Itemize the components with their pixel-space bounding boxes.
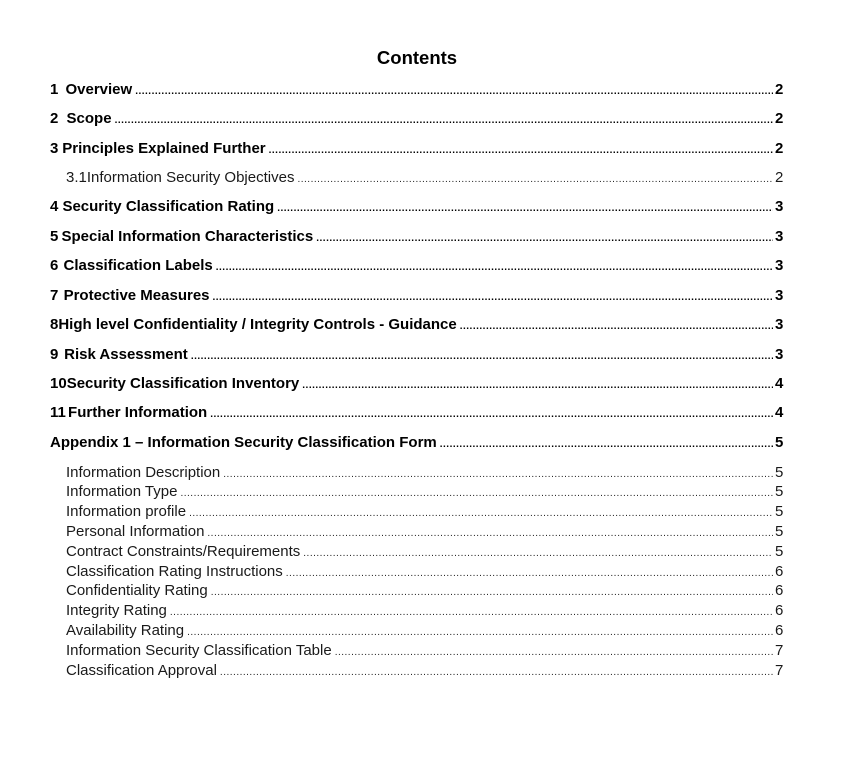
toc-entry-label: Confidentiality Rating	[66, 582, 208, 599]
toc-entry-number: 3.1	[66, 169, 87, 186]
toc-leader-dots	[135, 80, 773, 102]
toc-entry-page: 5	[775, 434, 784, 451]
toc-entry-label: Personal Information	[66, 523, 205, 540]
toc-entry-label: High level Confidentiality / Integrity Controls - Guidance	[58, 316, 457, 333]
toc-entry-number: 9	[50, 346, 59, 363]
toc-entry[interactable]	[50, 139, 783, 161]
toc-leader-dots	[187, 621, 773, 643]
toc-entry-number: 11	[50, 404, 66, 421]
toc-subentry[interactable]	[50, 522, 783, 544]
toc-entry-page: 2	[775, 140, 784, 157]
toc-entry-page: 2	[775, 110, 784, 127]
toc-title: Contents	[376, 47, 458, 68]
toc-entry-page: 7	[775, 662, 784, 679]
toc-entry-label: Information profile	[66, 503, 187, 520]
toc-leader-dots	[207, 522, 773, 544]
toc-entry-label: Information Description	[66, 464, 221, 481]
toc-leader-dots	[277, 197, 773, 219]
toc-entry-label: Information Security Classification Table	[66, 642, 332, 659]
toc-entry-label: Information Security Objectives	[86, 169, 295, 186]
toc-leader-dots	[220, 661, 773, 683]
toc-entry-number: 6	[50, 257, 59, 274]
toc-entry-appendix[interactable]	[50, 433, 783, 455]
toc-entry-page: 3	[775, 346, 784, 363]
toc-subentry[interactable]	[50, 542, 783, 564]
toc-entry-number: 10	[50, 375, 67, 392]
toc-entry-label: Scope	[66, 110, 112, 127]
toc-entry-label: Contract Constraints/Requirements	[66, 543, 301, 560]
toc-entry[interactable]	[50, 80, 783, 102]
toc-entry-number: 8	[50, 316, 59, 333]
toc-leader-dots	[460, 315, 773, 337]
toc-entry-label: Further Information	[68, 404, 208, 421]
toc-entry[interactable]	[50, 227, 783, 249]
toc-entry-label: Overview	[65, 81, 133, 98]
toc-subentry[interactable]	[50, 661, 783, 683]
toc-entry-page: 5	[775, 503, 784, 520]
toc-leader-dots	[180, 482, 773, 504]
toc-entry[interactable]	[50, 109, 783, 131]
toc-leader-dots	[170, 601, 773, 623]
toc-leader-dots	[303, 542, 773, 564]
toc-entry-page: 4	[775, 375, 784, 392]
toc-entry[interactable]	[50, 315, 783, 337]
toc-entry-page: 4	[775, 404, 784, 421]
toc-entry-page: 2	[775, 81, 784, 98]
toc-leader-dots	[302, 374, 773, 396]
toc-entry-page: 7	[775, 642, 784, 659]
toc-subentry[interactable]	[50, 641, 783, 663]
toc-leader-dots	[211, 581, 773, 603]
toc-entry-number: 4	[50, 198, 59, 215]
toc-entry-label: Integrity Rating	[66, 602, 167, 619]
toc-entry-label: Classification Rating Instructions	[66, 563, 283, 580]
toc-entry[interactable]	[50, 345, 783, 367]
toc-entry-page: 3	[775, 198, 784, 215]
toc-entry-page: 5	[775, 483, 784, 500]
toc-leader-dots	[269, 139, 773, 161]
toc-subentry[interactable]	[50, 502, 783, 524]
toc-entry[interactable]	[50, 256, 783, 278]
toc-entry-label: Security Classification Inventory	[66, 375, 300, 392]
toc-entry[interactable]	[50, 197, 783, 219]
toc-leader-dots	[216, 256, 773, 278]
toc-entry-page: 5	[775, 464, 784, 481]
toc-entry-label: Principles Explained Further	[62, 140, 266, 157]
toc-leader-dots	[210, 403, 773, 425]
toc-entry-page: 3	[775, 228, 784, 245]
toc-entry-label: Appendix 1 – Information Security Classification Form	[50, 434, 437, 451]
toc-entry-number: 7	[50, 287, 59, 304]
toc-entry-page: 5	[775, 543, 784, 560]
toc-entry-page: 2	[775, 169, 784, 186]
toc-entry-label: Protective Measures	[63, 287, 210, 304]
toc-leader-dots	[335, 641, 773, 663]
toc-leader-dots	[316, 227, 773, 249]
toc-subentry[interactable]	[50, 581, 783, 603]
toc-leader-dots	[297, 168, 773, 190]
toc-entry-page: 6	[775, 563, 784, 580]
toc-entry-number: 2	[50, 110, 59, 127]
toc-leader-dots	[115, 109, 773, 131]
toc-subentry[interactable]	[50, 482, 783, 504]
toc-entry-label: Classification Labels	[63, 257, 213, 274]
toc-entry-label: Security Classification Rating	[62, 198, 275, 215]
toc-entry[interactable]	[50, 374, 783, 396]
toc-subentry[interactable]	[50, 601, 783, 623]
toc-entry-number: 3	[50, 140, 59, 157]
toc-entry-number: 5	[50, 228, 59, 245]
toc-entry[interactable]	[50, 403, 783, 425]
toc-entry[interactable]	[50, 286, 783, 308]
toc-entry-page: 6	[775, 602, 784, 619]
toc-entry-label: Special Information Characteristics	[61, 228, 314, 245]
toc-entry-page: 6	[775, 622, 784, 639]
toc-entry-page: 3	[775, 287, 784, 304]
toc-entry-label: Classification Approval	[66, 662, 217, 679]
toc-leader-dots	[213, 286, 774, 308]
toc-subentry[interactable]	[50, 621, 783, 643]
toc-entry-label: Availability Rating	[66, 622, 185, 639]
toc-subentry[interactable]	[50, 168, 783, 190]
toc-leader-dots	[440, 433, 773, 455]
toc-leader-dots	[191, 345, 773, 367]
toc-leader-dots	[189, 502, 773, 524]
toc-entry-label: Information Type	[66, 483, 178, 500]
toc-entry-number: 1	[50, 81, 59, 98]
toc-entry-page: 6	[775, 582, 784, 599]
toc-entry-page: 3	[775, 316, 784, 333]
toc-entry-page: 3	[775, 257, 784, 274]
toc-entry-page: 5	[775, 523, 784, 540]
toc-entry-label: Risk Assessment	[64, 346, 188, 363]
